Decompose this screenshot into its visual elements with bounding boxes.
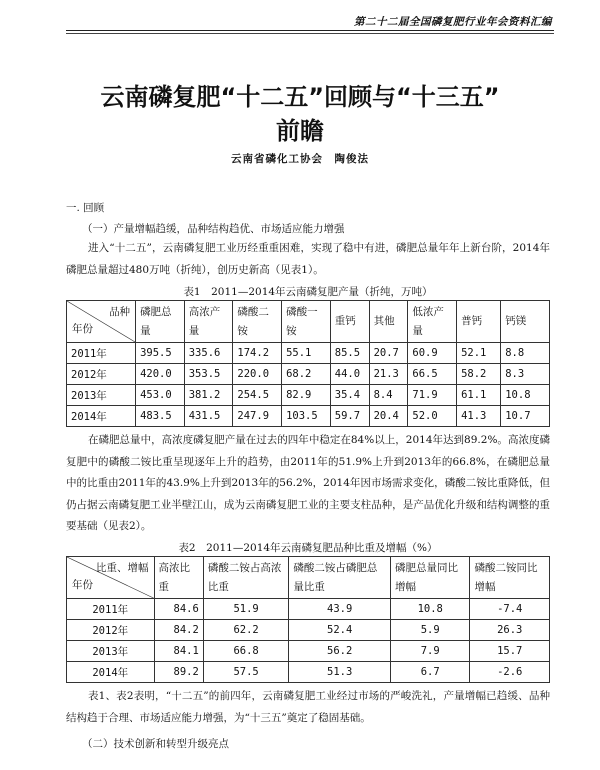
table1-year-cell: 2012年	[67, 364, 136, 385]
table-cell: 52.1	[457, 343, 501, 364]
table-cell: 20.4	[369, 406, 408, 427]
table1-header-cell: 重钙	[330, 301, 369, 343]
paragraph-3: 表1、表2表明，“十二五”的前四年，云南磷复肥工业经过市场的严峻洗礼，产量增幅已趋缓、品种结构趋于合理、市场适应能力增强，为“十三五”奠定了稳固基础。	[66, 690, 550, 724]
table-cell: 84.1	[154, 641, 203, 662]
table-cell: 89.2	[154, 662, 203, 683]
table-cell: -7.4	[470, 599, 550, 620]
table-cell: 66.8	[203, 641, 289, 662]
table-cell: 10.7	[501, 406, 550, 427]
table1-header-cell: 低浓产量	[408, 301, 457, 343]
table-cell: 61.1	[457, 385, 501, 406]
table2-proportions	[66, 556, 550, 683]
table-cell: 51.3	[289, 662, 391, 683]
table-row	[67, 406, 550, 427]
table2-header-cell: 磷酸二铵占高浓比重	[203, 557, 289, 599]
table1-year-cell: 2014年	[67, 406, 136, 427]
table-cell: 353.5	[184, 364, 233, 385]
table-cell: 68.2	[282, 364, 331, 385]
header-rule	[66, 30, 554, 31]
table-row	[67, 343, 550, 364]
table-row	[67, 364, 550, 385]
table-cell: 10.8	[501, 385, 550, 406]
table-cell: 103.5	[282, 406, 331, 427]
table1-header-cell: 磷酸一铵	[282, 301, 331, 343]
table-cell: 8.8	[501, 343, 550, 364]
table-row	[67, 662, 550, 683]
table-row	[67, 641, 550, 662]
table-cell: 35.4	[330, 385, 369, 406]
table2-header-cell: 磷肥总量同比增幅	[390, 557, 469, 599]
table2-year-cell: 2012年	[67, 620, 155, 641]
table-cell: 8.4	[369, 385, 408, 406]
table1-year-cell: 2013年	[67, 385, 136, 406]
table2-corner-header	[67, 557, 155, 599]
table-row	[67, 620, 550, 641]
table-cell: 21.3	[369, 364, 408, 385]
table1-header-cell: 磷肥总量	[136, 301, 185, 343]
table-cell: 10.8	[390, 599, 469, 620]
paragraph-2: 在磷肥总量中，高浓度磷复肥产量在过去的四年中稳定在84%以上，2014年达到89.2%。高浓度磷复肥中的磷酸二铵比重呈现逐年上升的趋势，由2011年的51.9%上升到2013年的66.8%，在磷肥总量中的比重由2011年的43.9%上升到2013年的56.2%，2014年因市场需求变化，磷酸二铵比重降低，但仍占据云南磷复肥工业半壁江山，成为云南磷复肥工业的主要支柱品种，是产品优化升级和结构调整的重要基础（见表2）。	[66, 434, 550, 532]
article-title	[40, 80, 560, 148]
subsection-heading-1: （一）产量增幅趋缓，品种结构趋优、市场适应能力增强	[82, 223, 345, 235]
section-heading-review: 一. 回顾	[66, 202, 105, 214]
table-cell: 85.5	[330, 343, 369, 364]
table2-corner-top: 比重、增幅	[96, 562, 149, 574]
table-cell: 420.0	[136, 364, 185, 385]
table-cell: 6.7	[390, 662, 469, 683]
table-cell: -2.6	[470, 662, 550, 683]
table2-year-cell: 2013年	[67, 641, 155, 662]
table1-year-cell: 2011年	[67, 343, 136, 364]
title-line-1: 云南磷复肥“十二五”回顾与“十三五”	[100, 83, 500, 111]
table1-corner-top: 品种	[109, 306, 131, 318]
table-cell: 483.5	[136, 406, 185, 427]
table2-header-cell: 高浓比重	[154, 557, 203, 599]
table1-header-cell: 高浓产量	[184, 301, 233, 343]
table1-header-cell: 其他	[369, 301, 408, 343]
table-cell: 52.0	[408, 406, 457, 427]
author-line: 云南省磷化工协会 陶俊法	[231, 153, 369, 165]
table-cell: 62.2	[203, 620, 289, 641]
table-cell: 84.6	[154, 599, 203, 620]
table1-caption: 表1 2011—2014年云南磷复肥产量（折纯，万吨）	[183, 286, 433, 298]
table-cell: 220.0	[233, 364, 282, 385]
table2-caption: 表2 2011—2014年云南磷复肥品种比重及增幅（%）	[178, 542, 438, 554]
table-cell: 60.9	[408, 343, 457, 364]
table-cell: 59.7	[330, 406, 369, 427]
table-cell: 15.7	[470, 641, 550, 662]
table-cell: 8.3	[501, 364, 550, 385]
table-cell: 247.9	[233, 406, 282, 427]
running-header: 第二十二届全国磷复肥行业年会资料汇编	[354, 16, 552, 28]
table-cell: 7.9	[390, 641, 469, 662]
table-cell: 20.7	[369, 343, 408, 364]
table-cell: 41.3	[457, 406, 501, 427]
table-cell: 56.2	[289, 641, 391, 662]
table-cell: 5.9	[390, 620, 469, 641]
table-cell: 381.2	[184, 385, 233, 406]
table2-header-cell: 磷酸二铵同比增幅	[470, 557, 550, 599]
table-cell: 66.5	[408, 364, 457, 385]
table-cell: 52.4	[289, 620, 391, 641]
header-rule-thin	[66, 33, 554, 34]
table-cell: 335.6	[184, 343, 233, 364]
table-cell: 84.2	[154, 620, 203, 641]
table-cell: 43.9	[289, 599, 391, 620]
table1-header-cell: 磷酸二铵	[233, 301, 282, 343]
table-cell: 58.2	[457, 364, 501, 385]
table1-production	[66, 300, 550, 427]
table-cell: 395.5	[136, 343, 185, 364]
table-cell: 51.9	[203, 599, 289, 620]
table-cell: 431.5	[184, 406, 233, 427]
paragraph-1: 进入“十二五”，云南磷复肥工业历经重重困难，实现了稳中有进，磷肥总量年年上新台阶，2014年磷肥总量超过480万吨（折纯），创历史新高（见表1）。	[66, 242, 550, 276]
subsection-heading-2: （二）技术创新和转型升级亮点	[82, 738, 229, 750]
table2-year-cell: 2011年	[67, 599, 155, 620]
table2-corner-bottom: 年份	[72, 579, 93, 591]
table-cell: 57.5	[203, 662, 289, 683]
title-line-2: 前瞻	[276, 117, 324, 145]
table-cell: 453.0	[136, 385, 185, 406]
table-cell: 174.2	[233, 343, 282, 364]
table-row	[67, 385, 550, 406]
table-cell: 44.0	[330, 364, 369, 385]
table2-header-cell: 磷酸二铵占磷肥总量比重	[289, 557, 391, 599]
table-cell: 71.9	[408, 385, 457, 406]
table2-year-cell: 2014年	[67, 662, 155, 683]
table-row	[67, 599, 550, 620]
table1-header-cell: 普钙	[457, 301, 501, 343]
table1-header-cell: 钙镁	[501, 301, 550, 343]
table1-corner-header	[67, 301, 136, 343]
table-cell: 26.3	[470, 620, 550, 641]
table-cell: 254.5	[233, 385, 282, 406]
table-cell: 55.1	[282, 343, 331, 364]
table-cell: 82.9	[282, 385, 331, 406]
table1-corner-bottom: 年份	[72, 323, 93, 335]
